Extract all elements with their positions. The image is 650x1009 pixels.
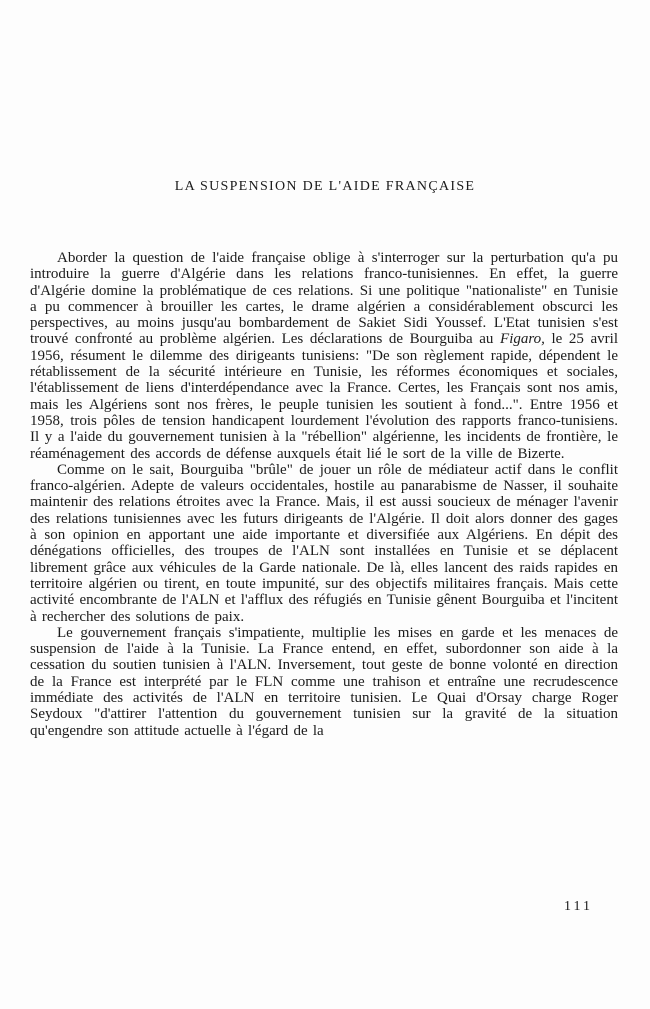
page-title: LA SUSPENSION DE L'AIDE FRANÇAISE [174, 179, 476, 194]
text-run: Comme on le sait, Bourguiba "brûle" de jouer un rôle de médiateur actif dans le conflit franco-algérien. Adepte de valeurs occidentales, hostile au panarabisme de Nasser, il souhaite maintenir des relations étroites avec la France. Mais, il est aussi soucieux de ménager l'avenir des relations tunisiennes avec les futurs dirigeants de l'Algérie. Il doit alors donner des gages à son opinion en apportant une aide importante et diversifiée aux Algériens. En dépit des dénégations officielles, des troupes de l'ALN sont installées en Tunisie et se déplacent librement grâce aux véhicules de la Garde nationale. De là, elles lancent des raids rapides en territoire algérien ou tirent, en toute impunité, sur des objectifs militaires français. Mais cette activité encombrante de l'ALN et l'afflux des réfugiés en Tunisie gênent Bourguiba et l'incitent à rechercher des solutions de paix. [30, 461, 618, 625]
paragraph [30, 625, 618, 739]
text-run: Le gouvernement français s'impatiente, multiplie les mises en garde et les menaces de suspension de l'aide à la Tunisie. La France entend, en effet, subordonner son aide à la cessation du soutien tunisien à l'ALN. Inversement, tout geste de bonne volonté en direction de la France est interprété par le FLN comme une trahison et entraîne une recrudescence immédiate des activités de l'ALN en territoire tunisien. Le Quai d'Orsay charge Roger Seydoux "d'attirer l'attention du gouvernement tunisien sur la gravité de la situation qu'engendre son attitude actuelle à l'égard de la [30, 624, 618, 739]
text-run: le 25 avril 1956, résument le dilemme des dirigeants tunisiens: "De son règlement rapide, dépendent le rétablissement de la sécurité intérieure en Tunisie, les réformes économiques et sociales, l'établissement de liens d'interdépendance avec la France. Certes, les Français sont nos amis, mais les Algériens sont nos frères, le peuple tunisien les soutient à fond...". Entre 1956 et 1958, trois pôles de tension handicapent lourdement l'évolution des rapports franco-tunisiens. Il y a l'aide du gouvernement tunisien à la "rébellion" algérienne, les incidents de frontière, le réaménagement des accords de défense auxquels était lié le sort de la ville de Bizerte. [30, 331, 618, 462]
paragraph [30, 462, 618, 625]
text-run: Aborder la question de l'aide française oblige à s'interroger sur la perturbation qu'a pu introduire la guerre d'Algérie dans les relations franco-tunisiennes. En effet, la guerre d'Algérie domine la problématique de ces relations. Si une politique "nationaliste" en Tunisie a pu commencer à brouiller les cartes, le drame algérien a considérablement obscurci les perspectives, au moins jusqu'au bombardement de Sakiet Sidi Youssef. L'Etat tunisien s'est trouvé confronté au problème algérien. Les déclarations de Bourguiba au [30, 250, 618, 348]
page-number: 111 [564, 899, 593, 914]
italic-text-run: Figaro, [500, 331, 545, 348]
paragraph [30, 250, 618, 462]
body-text [30, 250, 618, 739]
